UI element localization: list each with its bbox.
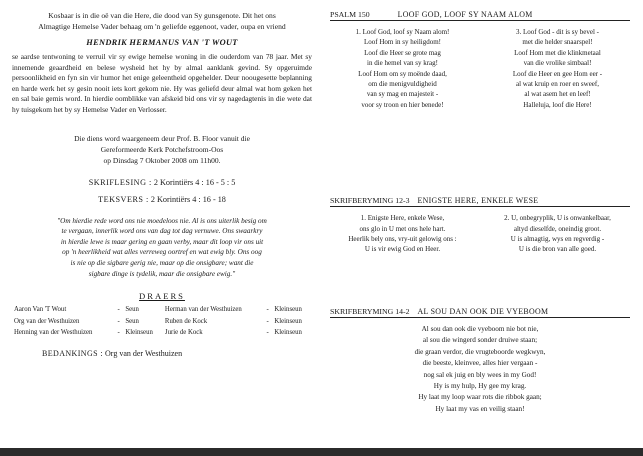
bearer-relation: Seun <box>125 317 139 325</box>
verse-line: Loof Hom om sy moënde daad, <box>358 69 447 78</box>
verse-line: Hy is my hulp, Hy gee my krag. <box>433 381 527 390</box>
verse-line: die graan verdor, die vrugteboorde wegkwyn, <box>414 347 546 356</box>
deceased-name: HENDRIK HERMANUS VAN 'T WOUT <box>86 38 238 47</box>
bottom-edge-band <box>0 448 643 456</box>
section-heading <box>330 307 630 318</box>
bearer-dash: - <box>117 329 120 337</box>
left-column <box>12 10 312 358</box>
acknowledgements-label: BEDANKINGS : <box>42 348 104 358</box>
bearer-relation: Kleinseun <box>274 329 302 337</box>
verse-line: Hy laat my vas en veilig staan! <box>435 404 525 413</box>
verse-line: Loof Hom met die klinkmetaal <box>514 48 601 57</box>
verse-line: al wat kruip en roer en sweef, <box>516 80 599 89</box>
section-title: AL SOU DAN OOK DIE VYEBOOM <box>417 306 549 316</box>
verse-line: al wat asem het en leef! <box>524 90 591 99</box>
quote-line: te vergaan, innerlik word ons van dag tot dag vernuwe. Ons swaarkry <box>61 227 263 236</box>
bearer-relation: Seun <box>125 306 139 314</box>
bearers-table <box>12 304 312 339</box>
psalm-section <box>330 10 630 110</box>
hymn-section <box>330 307 630 415</box>
bearer-relation: Kleinseun <box>274 317 302 325</box>
verse-line: Hy laat my loop waar rots die ribbok gaan; <box>418 393 542 402</box>
verse <box>485 213 630 255</box>
quote-line: in hierdie lewe is maar gering en gaan verby, maar dit loop vir ons uit <box>60 237 264 246</box>
verse-line: Al sou dan ook die vyeboom nie bot nie, <box>421 324 539 333</box>
verse-line: Loof die Heer se grote mag <box>364 48 441 57</box>
section-reference: PSALM 150 <box>330 10 370 19</box>
bearer-name: Herman van der Westhuizen <box>164 306 242 314</box>
verse-line: al sou die wingerd sonder druiwe staan; <box>422 336 538 345</box>
verse-line: van die vrolike simbaal! <box>523 59 592 68</box>
bearer-dash: - <box>266 317 269 325</box>
scripture-label: SKRIFLESING : <box>88 177 152 187</box>
verse-line: altyd dieselfde, oneindig groot. <box>513 224 602 233</box>
scripture-quote <box>12 216 312 280</box>
verse-line: in die hemel van sy krag! <box>367 59 438 68</box>
acknowledgements <box>12 349 312 358</box>
bearer-name: Aaron Van 'T Wout <box>14 306 67 314</box>
verse-line: met die helder snaarspel! <box>522 38 593 47</box>
verse-line: U is almagtig, wys en regverdig - <box>510 235 605 244</box>
right-column <box>330 10 630 415</box>
bearer-dash: - <box>266 329 269 337</box>
table-row <box>12 327 312 339</box>
verse-line: ons glo in U met ons hele hart. <box>359 224 446 233</box>
section-reference: SKRIFBERYMING 14-2 <box>330 306 410 316</box>
bearer-name: Ruben de Kock <box>164 317 208 325</box>
quote-line: op 'n heerlikheid wat alles verreweg oortref en wat ewig bly. Ons oog <box>62 248 262 257</box>
bearer-relation: Kleinseun <box>125 329 153 337</box>
verse-line: Halleluja, loof die Here! <box>523 100 592 109</box>
acknowledgements-value: Org van der Westhuizen <box>105 348 183 358</box>
quote-line: is nie op die sigbare gerig nie, maar op die onsigbare; want die <box>70 258 254 267</box>
verse-line: 1. Loof God, loof sy Naam alom! <box>355 28 450 36</box>
verse <box>485 27 630 110</box>
verse-line: nog sal ek juig en bly wees in my God! <box>423 370 537 379</box>
verse-line: Loof Hom in sy heiligdom! <box>364 38 441 47</box>
verse-line: om die menigvuldigheid <box>368 80 437 89</box>
hymn-section <box>330 196 630 255</box>
bearer-name: Jurie de Kock <box>164 329 203 337</box>
bearer-relation: Kleinseun <box>274 306 302 314</box>
verse-line: voor sy troon en hier benede! <box>361 100 444 109</box>
scripture-value: 2 Korintiërs 4 : 16 - 5 : 5 <box>153 177 236 187</box>
text-verse <box>12 195 312 204</box>
section-heading <box>330 196 630 207</box>
text-verse-value: 2 Korintiërs 4 : 16 - 18 <box>150 194 226 204</box>
section-heading <box>330 10 630 21</box>
intro-text <box>12 10 312 32</box>
quote-line: "Om hierdie rede word ons nie moedeloos nie. Al is ons uiterlik besig om <box>57 216 267 225</box>
service-line: op Dinsdag 7 Oktober 2008 om 11h00. <box>103 155 221 165</box>
service-line: Gereformeerde Kerk Potchefstroom-Oos <box>100 144 224 154</box>
scripture-reading <box>12 178 312 187</box>
verse-line: 2. U, onbegryplik, U is onwankelbaar, <box>504 214 611 223</box>
section-title: ENIGSTE HERE, ENKELE WESE <box>417 196 539 206</box>
bearer-dash: - <box>266 306 269 314</box>
verse <box>330 27 475 110</box>
verse-line: 1. Enigste Here, enkele Wese, <box>360 214 445 223</box>
intro-line: Kosbaar is in die oë van die Here, die dood van Sy gunsgenote. Dit het ons <box>48 11 276 20</box>
bearer-dash: - <box>117 317 120 325</box>
text-verse-label: TEKSVERS : <box>98 194 149 204</box>
bearer-name: Henning van der Westhuizen <box>14 329 93 337</box>
verse-line: U is die bron van alle goed. <box>518 245 597 254</box>
table-row <box>12 304 312 316</box>
bearer-dash: - <box>117 306 120 314</box>
service-details <box>12 133 312 166</box>
verse <box>330 213 475 255</box>
verse-line: Loof die Heer en gee Hom eer - <box>512 69 603 78</box>
quote-line: sigbare dinge is tydelik, maar die onsigbare ewig." <box>88 269 236 278</box>
bearers-heading: DRAERS <box>139 291 185 302</box>
section-title: LOOF GOD, LOOF SY NAAM ALOM <box>397 10 533 19</box>
tribute-text: se aardse tentwoning te verruil vir sy ewige hemelse woning in die ouderdom van 78 jaar. Met sy innemende geaardheid en belese wysheid het hy by almal aanklank gevind. Sy opgeruimde persoonlikheid en fyn sin vir humor het enige geleentheid opgehelder. Deur noougesette beplanning en harde werk het sy gesin nooit iets kort gekom nie. Hy was geliefd deur almal wat hom geken het en sal baie gemis word. In hierdie oomblikke van afskeid bid ons vir sy nagedagtenis in die wete dat hy tuisgekom het by sy Hemelse Vader en Verlosser. <box>12 52 312 114</box>
verse-columns <box>330 213 630 255</box>
table-row <box>12 316 312 328</box>
section-reference: SKRIFBERYMING 12-3 <box>330 196 410 206</box>
verse-line: U is vir ewig God en Heer. <box>364 245 441 254</box>
service-line: Die diens word waargeneem deur Prof. B. Floor vanuit die <box>74 133 250 143</box>
verse-line: 3. Loof God - dit is sy bevel - <box>515 28 599 36</box>
verse-line: die beeste, kleinvee, alles hier vergaan - <box>422 359 538 368</box>
verse-columns <box>330 27 630 110</box>
intro-line: Almagtige Hemelse Vader behaag om 'n geliefde eggenoot, vader, oupa en vriend <box>38 22 286 31</box>
bearer-name: Org van der Westhuizen <box>14 317 80 325</box>
verse-line: Heerlik bely ons, vry-uit gelowig ons : <box>348 235 457 244</box>
verse-line: van sy mag en majesteit - <box>366 90 439 99</box>
verse <box>330 324 630 415</box>
